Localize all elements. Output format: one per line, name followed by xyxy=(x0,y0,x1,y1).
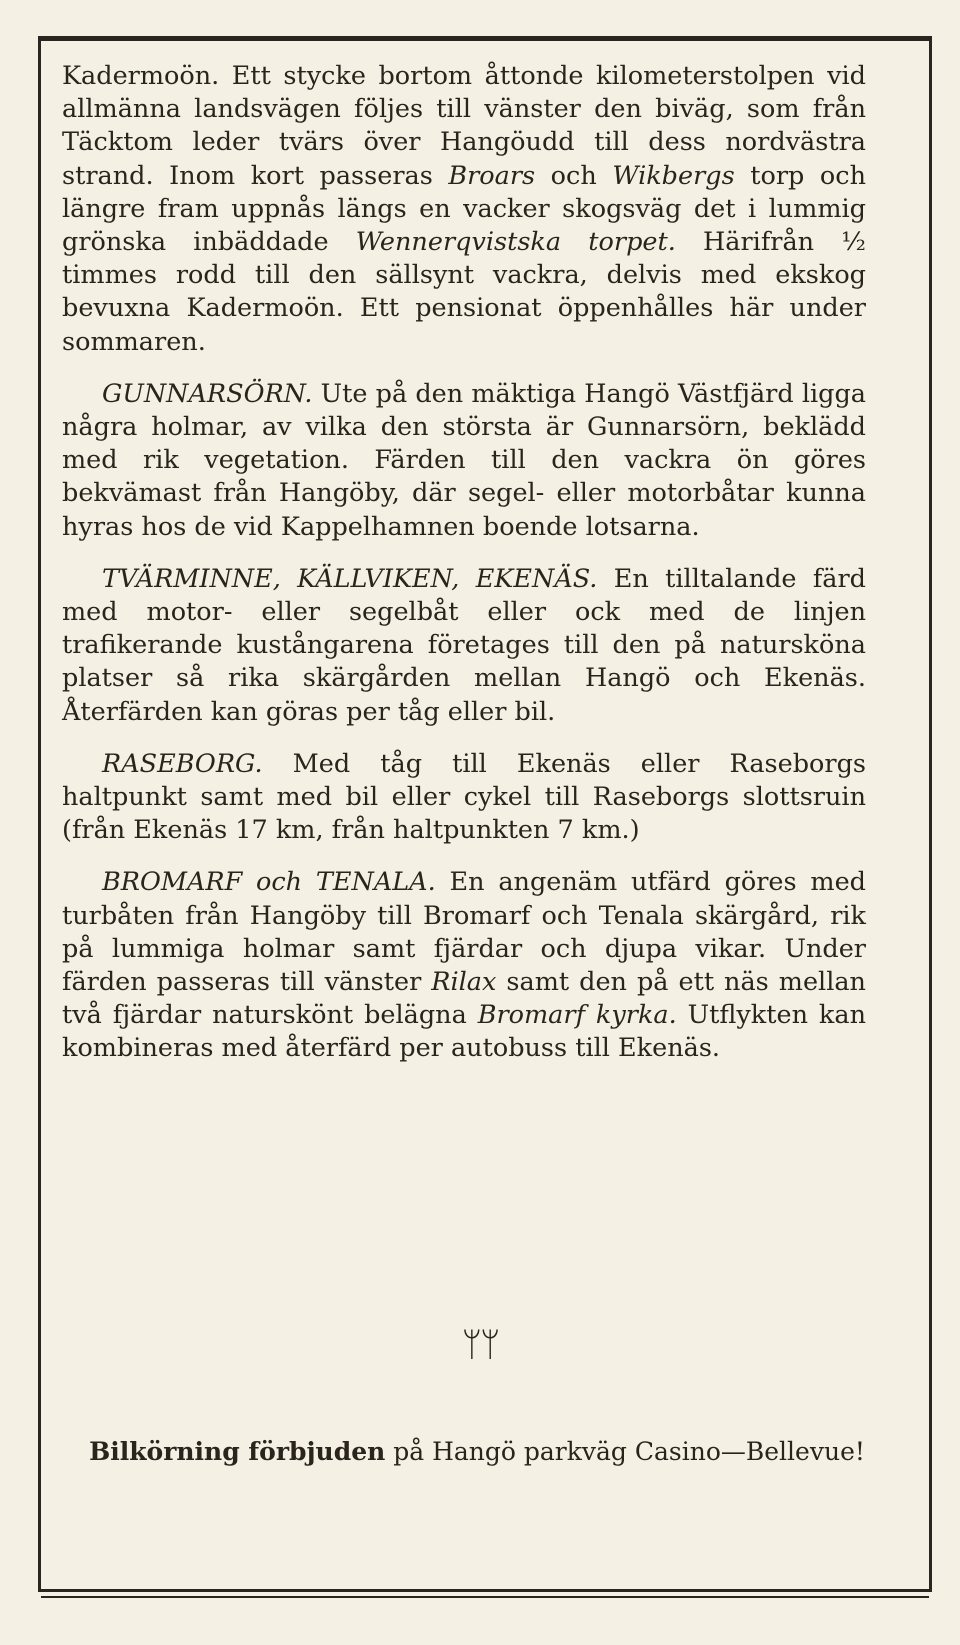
paragraph-gunnarsorn: GUNNARSÖRN. Ute på den mäktiga Hangö Västfjärd ligga några holmar, av vilka den största är Gunnarsörn, beklädd med rik vegetation. Färden till den vackra ön göres bekvämast från Hangöby, där segel- eller motorbåtar kunna hyras hos de vid Kappelhamnen boende lotsarna. xyxy=(62,378,866,542)
traffic-notice: Bilkörning förbjuden på Hangö parkväg Casino—Bellevue! xyxy=(89,1437,865,1466)
paragraph-kadermoon: Kadermoön. Ett stycke bortom åttonde kilometerstolpen vid allmänna landsvägen följes till vänster den biväg, som från Täcktom leder tvärs över Hangöudd till dess nordvästra strand. Inom kort passeras Broars och Wikbergs torp och längre fram uppnås längs en vacker skogsväg det i lummig grönska inbäddade Wennerqvistska torpet. Härifrån ½ timmes rodd till den sällsynt vackra, delvis med ekskog bevuxna Kadermoön. Ett pensionat öppenhålles här under sommaren. xyxy=(62,61,866,357)
section-heading: GUNNARSÖRN. xyxy=(102,378,313,409)
section-heading: RASEBORG. xyxy=(102,748,263,779)
text-body xyxy=(62,60,866,1066)
ornament-glyph: ᛘᛘ xyxy=(461,1325,499,1365)
paragraph-tvarminne: TVÄRMINNE, KÄLLVIKEN, EKENÄS. En tilltalande färd med motor- eller segelbåt eller ock med de linjen trafikerande kustångarena företages till den på natursköna platser så rika skärgården mellan Hangö och Ekenäs. Återfärden kan göras per tåg eller bil. xyxy=(62,563,867,727)
section-heading: BROMARF och TENALA. xyxy=(102,867,436,898)
paragraph-bromarf: BROMARF och TENALA. En angenäm utfärd göres med turbåten från Hangöby till Bromarf och Tenala skärgård, rik på lummiga holmar samt fjärdar och djupa vikar. Under färden passeras till vänster Rilax samt den på ett näs mellan två fjärdar naturskönt belägna Bromarf kyrka. Utflykten kan kombineras med återfärd per autobuss till Ekenäs. xyxy=(62,867,866,1064)
paragraph-raseborg: RASEBORG. Med tåg till Ekenäs eller Raseborgs haltpunkt samt med bil eller cykel till Raseborgs slottsruin (från Ekenäs 17 km, från haltpunkten 7 km.) xyxy=(62,748,866,846)
section-heading: TVÄRMINNE, KÄLLVIKEN, EKENÄS. xyxy=(102,563,598,594)
